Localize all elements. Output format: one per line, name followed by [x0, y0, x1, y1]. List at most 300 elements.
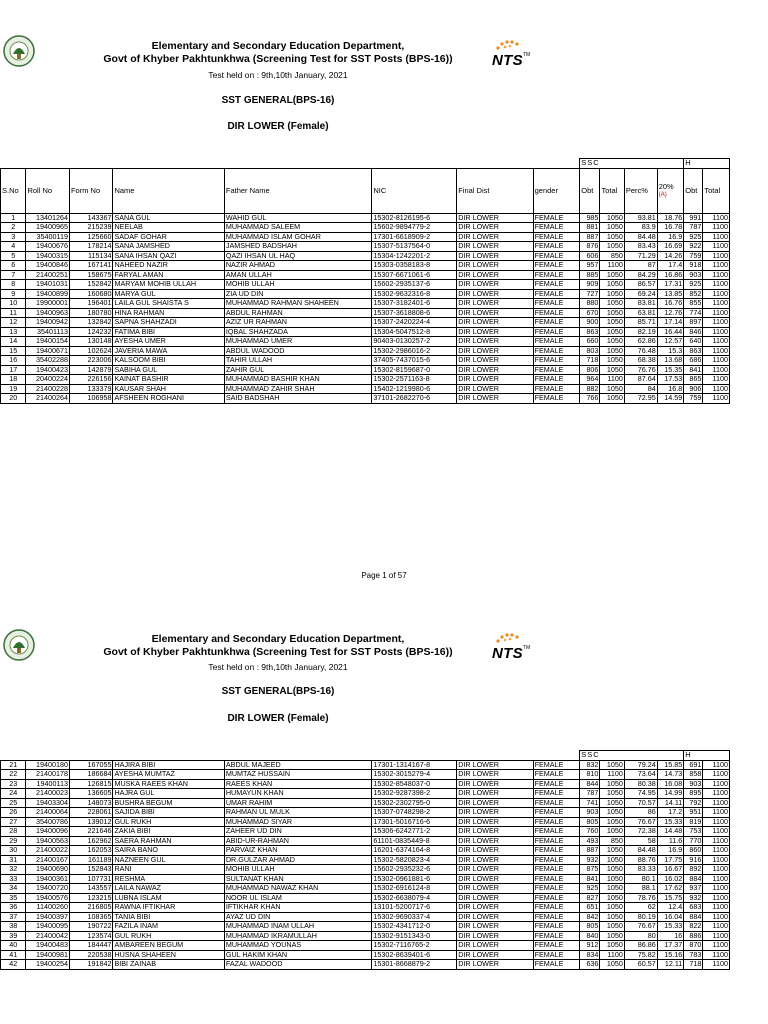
hssc-group-header: H — [684, 159, 730, 169]
cell-name: SADAF GOHAR — [113, 232, 224, 242]
cell-gender: FEMALE — [533, 836, 580, 846]
cell-gender: FEMALE — [533, 931, 580, 941]
cell-sno: 36 — [1, 903, 26, 913]
cell-gender: FEMALE — [533, 798, 580, 808]
cell-ssc-obt: 876 — [580, 242, 600, 252]
cell-hssc-obt: 783 — [684, 950, 703, 960]
cell-ssc-obt: 887 — [580, 232, 600, 242]
cell-hssc-total: 1100 — [703, 356, 730, 366]
cell-hssc-total: 1100 — [703, 912, 730, 922]
cell-ssc-twenty: 16.08 — [657, 779, 684, 789]
cell-ssc-obt: 787 — [580, 789, 600, 799]
cell-ssc-obt: 882 — [580, 384, 600, 394]
cell-nic: 15301-8668879-2 — [372, 960, 457, 970]
cell-ssc-total: 1050 — [600, 213, 624, 223]
table-row — [1, 318, 730, 328]
cell-ssc-total: 1050 — [600, 865, 624, 875]
cell-ssc-obt: 810 — [580, 770, 600, 780]
cell-ssc-total: 1050 — [600, 893, 624, 903]
cell-final-dist: DIR LOWER — [457, 251, 533, 261]
cell-ssc-total: 1050 — [600, 846, 624, 856]
cell-ssc-obt: 803 — [580, 346, 600, 356]
cell-name: MARYA GUL — [113, 289, 224, 299]
cell-ssc-twenty: 16.76 — [657, 299, 684, 309]
cell-sno: 6 — [1, 261, 26, 271]
cell-sno: 31 — [1, 855, 26, 865]
cell-ssc-obt: 880 — [580, 299, 600, 309]
cell-father-name: JAMSHED BADSHAH — [224, 242, 371, 252]
cell-final-dist: DIR LOWER — [457, 299, 533, 309]
cell-ssc-perc: 75.82 — [624, 950, 657, 960]
cell-nic: 15602-9894779-2 — [372, 223, 457, 233]
cell-hssc-total: 1100 — [703, 375, 730, 385]
cell-final-dist: DIR LOWER — [457, 798, 533, 808]
cell-nic: 15307-0748298-2 — [372, 808, 457, 818]
cell-name: SAIRA BANO — [113, 846, 224, 856]
cell-sno: 19 — [1, 384, 26, 394]
cell-sno: 30 — [1, 846, 26, 856]
cell-father-name: MUHAMMAD YOUNAS — [224, 941, 371, 951]
cell-form-no: 223006 — [69, 356, 113, 366]
cell-ssc-perc: 80.19 — [624, 912, 657, 922]
cell-name: RAWNA IFTIKHAR — [113, 903, 224, 913]
cell-name: GUL RUKH — [113, 931, 224, 941]
cell-ssc-total: 1050 — [600, 308, 624, 318]
cell-nic: 15302-8639401-6 — [372, 950, 457, 960]
cell-hssc-obt: 640 — [684, 337, 703, 347]
col-hssc-obt: Obt — [684, 168, 703, 213]
cell-gender: FEMALE — [533, 770, 580, 780]
cell-form-no: 167141 — [69, 261, 113, 271]
cell-ssc-obt: 957 — [580, 261, 600, 271]
cell-hssc-obt: 753 — [684, 827, 703, 837]
table-row — [1, 941, 730, 951]
cell-nic: 15302-0961881-6 — [372, 874, 457, 884]
col-ssc-obt: Obt — [580, 168, 600, 213]
cell-ssc-perc: 72.38 — [624, 827, 657, 837]
cell-hssc-total: 1100 — [703, 855, 730, 865]
cell-father-name: ABDUL RAHMAN — [224, 308, 371, 318]
cell-roll-no: 21400178 — [26, 770, 70, 780]
cell-final-dist: DIR LOWER — [457, 846, 533, 856]
cell-ssc-obt: 827 — [580, 893, 600, 903]
cell-gender: FEMALE — [533, 337, 580, 347]
cell-roll-no: 19400690 — [26, 865, 70, 875]
cell-final-dist: DIR LOWER — [457, 893, 533, 903]
cell-roll-no: 19400942 — [26, 318, 70, 328]
col-ssc-twenty: 20% (A) — [657, 168, 684, 213]
cell-ssc-perc: 85.71 — [624, 318, 657, 328]
cell-name: SANA IHSAN QAZI — [113, 251, 224, 261]
cell-form-no: 102624 — [69, 346, 113, 356]
cell-final-dist: DIR LOWER — [457, 950, 533, 960]
cell-gender: FEMALE — [533, 865, 580, 875]
cell-gender: FEMALE — [533, 817, 580, 827]
cell-nic: 15402-1219980-6 — [372, 384, 457, 394]
cell-form-no: 115134 — [69, 251, 113, 261]
cell-nic: 13101-5200717-6 — [372, 903, 457, 913]
ssc-group-header: SSC — [580, 751, 684, 761]
cell-roll-no: 19400113 — [26, 779, 70, 789]
cell-name: BUSHRA BEGUM — [113, 798, 224, 808]
cell-ssc-twenty: 17.37 — [657, 941, 684, 951]
cell-father-name: MUHAMMAD ZAHIR SHAH — [224, 384, 371, 394]
cell-name: KALSOOM BIBI — [113, 356, 224, 366]
cell-hssc-total: 1100 — [703, 865, 730, 875]
page-number: Page 1 of 57 — [361, 571, 407, 580]
cell-ssc-perc: 62.86 — [624, 337, 657, 347]
cell-ssc-twenty: 11.6 — [657, 836, 684, 846]
cell-ssc-obt: 832 — [580, 760, 600, 770]
cell-ssc-obt: 863 — [580, 327, 600, 337]
cell-ssc-twenty: 17.4 — [657, 261, 684, 271]
cell-final-dist: DIR LOWER — [457, 827, 533, 837]
cell-nic: 15307-5137564-0 — [372, 242, 457, 252]
cell-father-name: MUHAMMAD IKRAMULLAH — [224, 931, 371, 941]
col-ssc-perc: Perc% — [624, 168, 657, 213]
cell-final-dist: DIR LOWER — [457, 280, 533, 290]
table-row — [1, 789, 730, 799]
cell-ssc-obt: 727 — [580, 289, 600, 299]
cell-nic: 37101-2682270-6 — [372, 394, 457, 404]
table-row — [1, 223, 730, 233]
cell-roll-no: 21400251 — [26, 270, 70, 280]
cell-sno: 10 — [1, 299, 26, 309]
cell-sno: 8 — [1, 280, 26, 290]
cell-ssc-total: 1050 — [600, 356, 624, 366]
cell-ssc-total: 1050 — [600, 827, 624, 837]
col-gender: gender — [533, 168, 580, 213]
cell-final-dist: DIR LOWER — [457, 232, 533, 242]
cell-roll-no: 21400264 — [26, 394, 70, 404]
cell-sno: 27 — [1, 817, 26, 827]
cell-ssc-obt: 493 — [580, 836, 600, 846]
nts-arc-icon — [494, 631, 522, 645]
cell-form-no: 143367 — [69, 213, 113, 223]
cell-nic: 15302-6916124-8 — [372, 884, 457, 894]
cell-roll-no: 19400423 — [26, 365, 70, 375]
cell-name: NEELAB — [113, 223, 224, 233]
cell-nic: 15302-9287398-2 — [372, 789, 457, 799]
col-father-name: Father Name — [224, 168, 371, 213]
cell-ssc-total: 850 — [600, 251, 624, 261]
cell-ssc-total: 1050 — [600, 912, 624, 922]
cell-final-dist: DIR LOWER — [457, 912, 533, 922]
cell-ssc-obt: 834 — [580, 950, 600, 960]
cell-form-no: 123215 — [69, 893, 113, 903]
cell-ssc-perc: 82.19 — [624, 327, 657, 337]
cell-ssc-twenty: 15.16 — [657, 950, 684, 960]
cell-ssc-perc: 68.38 — [624, 356, 657, 366]
cell-hssc-total: 1100 — [703, 950, 730, 960]
cell-ssc-obt: 606 — [580, 251, 600, 261]
cell-sno: 18 — [1, 375, 26, 385]
cell-ssc-obt: 841 — [580, 874, 600, 884]
table-column-header — [1, 168, 730, 213]
cell-hssc-obt: 918 — [684, 261, 703, 271]
cell-ssc-perc: 63.81 — [624, 308, 657, 318]
cell-form-no: 130148 — [69, 337, 113, 347]
cell-nic: 15302-5820823-4 — [372, 855, 457, 865]
cell-gender: FEMALE — [533, 289, 580, 299]
cell-ssc-twenty: 15.33 — [657, 922, 684, 932]
cell-hssc-obt: 870 — [684, 941, 703, 951]
cell-father-name: MUHAMMAD RAHMAN SHAHEEN — [224, 299, 371, 309]
cell-ssc-perc: 76.76 — [624, 365, 657, 375]
cell-hssc-total: 1100 — [703, 884, 730, 894]
cell-ssc-obt: 985 — [580, 213, 600, 223]
cell-father-name: AYAZ UD DIN — [224, 912, 371, 922]
cell-final-dist: DIR LOWER — [457, 318, 533, 328]
cell-form-no: 226156 — [69, 375, 113, 385]
cell-gender: FEMALE — [533, 375, 580, 385]
cell-ssc-obt: 636 — [580, 960, 600, 970]
cell-form-no: 106958 — [69, 394, 113, 404]
cell-ssc-total: 1050 — [600, 789, 624, 799]
table-row — [1, 779, 730, 789]
cell-ssc-twenty: 15.75 — [657, 893, 684, 903]
cell-father-name: ZIA UD DIN — [224, 289, 371, 299]
cell-final-dist: DIR LOWER — [457, 760, 533, 770]
cell-ssc-twenty: 15.85 — [657, 760, 684, 770]
cell-final-dist: DIR LOWER — [457, 384, 533, 394]
page-2 — [0, 600, 768, 1024]
cell-roll-no: 19400676 — [26, 242, 70, 252]
cell-form-no: 196401 — [69, 299, 113, 309]
table-row — [1, 289, 730, 299]
cell-father-name: MUHAMMAD ISLAM GOHAR — [224, 232, 371, 242]
cell-hssc-total: 1100 — [703, 213, 730, 223]
cell-nic: 15307-3182401-6 — [372, 299, 457, 309]
cell-sno: 15 — [1, 346, 26, 356]
cell-father-name: MUHAMMAD SIYAR — [224, 817, 371, 827]
cell-final-dist: DIR LOWER — [457, 836, 533, 846]
cell-roll-no: 35401113 — [26, 327, 70, 337]
cell-gender: FEMALE — [533, 922, 580, 932]
cell-form-no: 143557 — [69, 884, 113, 894]
cell-form-no: 125660 — [69, 232, 113, 242]
cell-hssc-total: 1100 — [703, 346, 730, 356]
table-row — [1, 251, 730, 261]
cell-sno: 9 — [1, 289, 26, 299]
cell-ssc-perc: 83.81 — [624, 299, 657, 309]
cell-ssc-total: 1050 — [600, 855, 624, 865]
cell-name: AYESHA MUMTAZ — [113, 770, 224, 780]
cell-final-dist: DIR LOWER — [457, 960, 533, 970]
cell-final-dist: DIR LOWER — [457, 223, 533, 233]
cell-form-no: 190722 — [69, 922, 113, 932]
cell-roll-no: 21400042 — [26, 931, 70, 941]
cell-ssc-obt: 912 — [580, 941, 600, 951]
cell-father-name: ZAHIR GUL — [224, 365, 371, 375]
cell-ssc-twenty: 17.31 — [657, 280, 684, 290]
cell-roll-no: 19400563 — [26, 836, 70, 846]
cell-nic: 15302-7116765-2 — [372, 941, 457, 951]
cell-final-dist: DIR LOWER — [457, 865, 533, 875]
cell-ssc-total: 1050 — [600, 327, 624, 337]
cell-final-dist: DIR LOWER — [457, 922, 533, 932]
cell-father-name: TAHIR ULLAH — [224, 356, 371, 366]
cell-ssc-perc: 93.81 — [624, 213, 657, 223]
cell-roll-no: 19400096 — [26, 827, 70, 837]
cell-roll-no: 19400965 — [26, 223, 70, 233]
cell-roll-no: 19403304 — [26, 798, 70, 808]
cell-sno: 16 — [1, 356, 26, 366]
cell-hssc-total: 1100 — [703, 817, 730, 827]
cell-hssc-obt: 691 — [684, 760, 703, 770]
cell-roll-no: 35400119 — [26, 232, 70, 242]
cell-form-no: 216805 — [69, 903, 113, 913]
cell-gender: FEMALE — [533, 232, 580, 242]
cell-ssc-obt: 885 — [580, 270, 600, 280]
table-row — [1, 384, 730, 394]
cell-ssc-obt: 903 — [580, 808, 600, 818]
cell-name: SANA JAMSHED — [113, 242, 224, 252]
cell-ssc-perc: 84.29 — [624, 270, 657, 280]
cell-final-dist: DIR LOWER — [457, 779, 533, 789]
cell-ssc-perc: 60.57 — [624, 960, 657, 970]
cell-ssc-perc: 83.43 — [624, 242, 657, 252]
table-row — [1, 327, 730, 337]
cell-hssc-obt: 937 — [684, 884, 703, 894]
cell-gender: FEMALE — [533, 884, 580, 894]
cell-gender: FEMALE — [533, 950, 580, 960]
cell-roll-no: 19401031 — [26, 280, 70, 290]
cell-ssc-obt: 766 — [580, 394, 600, 404]
cell-ssc-perc: 83.9 — [624, 223, 657, 233]
cell-ssc-perc: 62 — [624, 903, 657, 913]
cell-father-name: MUHAMMAD NAWAZ KHAN — [224, 884, 371, 894]
cell-hssc-total: 1100 — [703, 261, 730, 271]
cell-father-name: DR.GULZAR AHMAD — [224, 855, 371, 865]
cell-ssc-twenty: 16.9 — [657, 846, 684, 856]
cell-ssc-perc: 83.33 — [624, 865, 657, 875]
cell-gender: FEMALE — [533, 779, 580, 789]
cell-sno: 24 — [1, 789, 26, 799]
cell-gender: FEMALE — [533, 846, 580, 856]
cell-father-name: MUHAMMAD INAM ULLAH — [224, 922, 371, 932]
cell-father-name: SULTANAT KHAN — [224, 874, 371, 884]
cell-roll-no: 35400786 — [26, 817, 70, 827]
col-name: Name — [113, 168, 224, 213]
cell-ssc-twenty: 16 — [657, 931, 684, 941]
cell-hssc-total: 1100 — [703, 270, 730, 280]
cell-hssc-total: 1100 — [703, 280, 730, 290]
cell-hssc-total: 1100 — [703, 874, 730, 884]
nts-logo-text: NTS — [492, 52, 523, 69]
cell-hssc-total: 1100 — [703, 931, 730, 941]
cell-gender: FEMALE — [533, 223, 580, 233]
cell-hssc-total: 1100 — [703, 365, 730, 375]
table-row — [1, 874, 730, 884]
cell-ssc-total: 1050 — [600, 941, 624, 951]
cell-hssc-total: 1100 — [703, 779, 730, 789]
table-row — [1, 827, 730, 837]
cell-hssc-total: 1100 — [703, 384, 730, 394]
cell-form-no: 167055 — [69, 760, 113, 770]
cell-final-dist: DIR LOWER — [457, 327, 533, 337]
cell-ssc-perc: 86.86 — [624, 941, 657, 951]
table-row — [1, 817, 730, 827]
cell-name: HAJIRA BIBI — [113, 760, 224, 770]
department-title-line2: Govt of Khyber Pakhtunkhwa (Screening Test for SST Posts (BPS-16)) — [103, 53, 453, 65]
cell-father-name: NOOR UL ISLAM — [224, 893, 371, 903]
results-table-page-1 — [0, 158, 730, 404]
cell-hssc-total: 1100 — [703, 337, 730, 347]
cell-ssc-twenty: 16.04 — [657, 912, 684, 922]
cell-hssc-obt: 903 — [684, 779, 703, 789]
cell-nic: 16201-6374164-8 — [372, 846, 457, 856]
cell-ssc-total: 1050 — [600, 242, 624, 252]
cell-nic: 15302-8548037-0 — [372, 779, 457, 789]
post-title: SST GENERAL(BPS-16) — [221, 686, 335, 697]
cell-nic: 37405-7437015-6 — [372, 356, 457, 366]
cell-gender: FEMALE — [533, 327, 580, 337]
cell-form-no: 160680 — [69, 289, 113, 299]
ssc-group-header: SSC — [580, 159, 684, 169]
cell-form-no: 136605 — [69, 789, 113, 799]
nts-logo: NTS™ — [492, 38, 530, 70]
cell-final-dist: DIR LOWER — [457, 789, 533, 799]
cell-father-name: ZAHEER UD DIN — [224, 827, 371, 837]
cell-hssc-obt: 884 — [684, 912, 703, 922]
cell-roll-no: 13401264 — [26, 213, 70, 223]
cell-ssc-obt: 900 — [580, 318, 600, 328]
cell-nic: 15304-5047512-8 — [372, 327, 457, 337]
cell-sno: 28 — [1, 827, 26, 837]
cell-nic: 15304-1242201-2 — [372, 251, 457, 261]
table-row — [1, 394, 730, 404]
table-row — [1, 760, 730, 770]
cell-form-no: 158675 — [69, 270, 113, 280]
cell-sno: 7 — [1, 270, 26, 280]
cell-hssc-total: 1100 — [703, 903, 730, 913]
table-row — [1, 375, 730, 385]
test-date: Test held on : 9th,10th January, 2021 — [208, 70, 348, 80]
cell-father-name: MUHAMMAD BASHIR KHAN — [224, 375, 371, 385]
cell-ssc-twenty: 14.99 — [657, 789, 684, 799]
cell-ssc-obt: 741 — [580, 798, 600, 808]
cell-hssc-total: 1100 — [703, 289, 730, 299]
cell-name: SANA GUL — [113, 213, 224, 223]
cell-gender: FEMALE — [533, 251, 580, 261]
cell-father-name: QAZI IHSAN UL HAQ — [224, 251, 371, 261]
cell-nic: 15302-2571163-8 — [372, 375, 457, 385]
cell-father-name: MUHAMMAD SALEEM — [224, 223, 371, 233]
cell-roll-no: 21400064 — [26, 808, 70, 818]
cell-father-name: MUMTAZ HUSSAIN — [224, 770, 371, 780]
cell-hssc-obt: 683 — [684, 903, 703, 913]
cell-sno: 22 — [1, 770, 26, 780]
cell-hssc-obt: 951 — [684, 808, 703, 818]
cell-gender: FEMALE — [533, 299, 580, 309]
cell-name: AFSHEEN ROGHANI — [113, 394, 224, 404]
cell-hssc-total: 1100 — [703, 808, 730, 818]
cell-hssc-obt: 822 — [684, 922, 703, 932]
cell-father-name: PARVAIZ KHAN — [224, 846, 371, 856]
cell-sno: 35 — [1, 893, 26, 903]
cell-roll-no: 19400095 — [26, 922, 70, 932]
cell-sno: 23 — [1, 779, 26, 789]
col-hssc-total: Total — [703, 168, 730, 213]
cell-ssc-total: 1050 — [600, 365, 624, 375]
table-row — [1, 912, 730, 922]
cell-hssc-total: 1100 — [703, 242, 730, 252]
cell-nic: 17301-1314167-8 — [372, 760, 457, 770]
cell-final-dist: DIR LOWER — [457, 213, 533, 223]
cell-ssc-total: 1050 — [600, 223, 624, 233]
cell-gender: FEMALE — [533, 912, 580, 922]
